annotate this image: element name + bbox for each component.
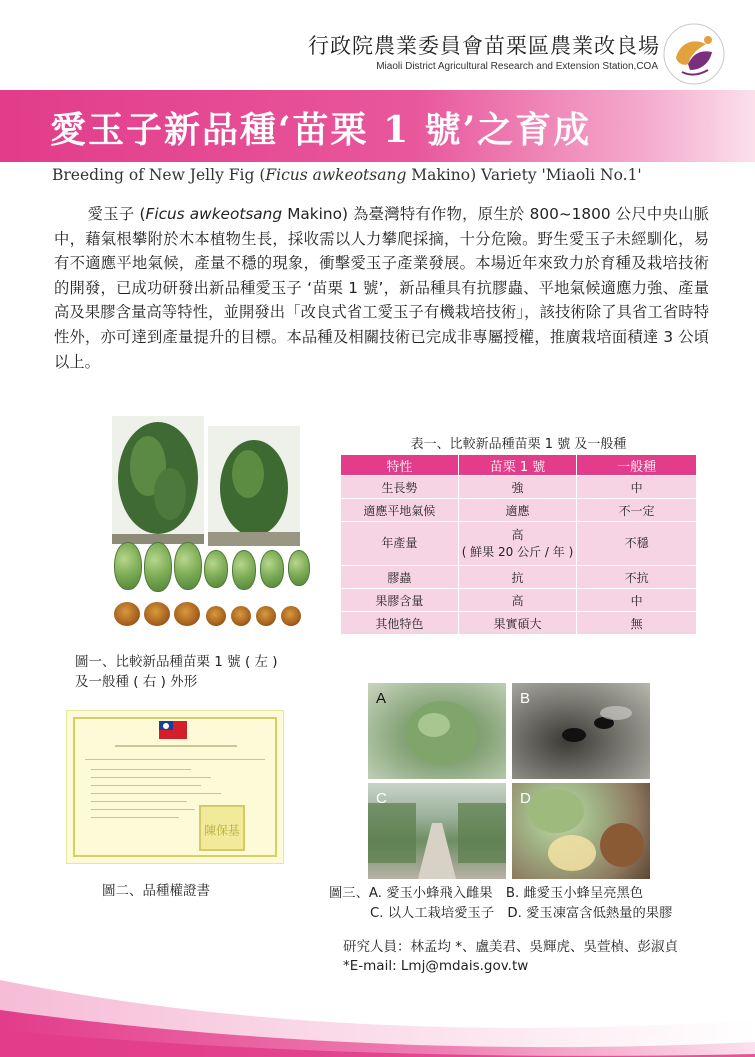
figure-3-caption-line-2: C. 以人工栽培愛玉子 D. 愛玉凍富含低熱量的果膠 xyxy=(370,906,673,921)
table-cell: 其他特色 xyxy=(341,612,459,635)
fruit-row-left xyxy=(114,542,202,592)
seed-pile xyxy=(144,602,170,626)
table-cell-yield xyxy=(458,522,577,566)
table-cell: 強 xyxy=(458,476,577,499)
certificate-text-line xyxy=(91,817,179,818)
figure-1-caption-line-1: 圖一、比較新品種苗栗 1 號 ( 左 ) xyxy=(75,654,278,670)
table-cell: 年產量 xyxy=(341,522,459,566)
decorative-footer-wave xyxy=(0,960,755,1057)
official-seal-icon xyxy=(199,805,245,851)
fig-fruit xyxy=(204,550,228,588)
fig-fruit xyxy=(288,550,310,586)
table-row xyxy=(341,499,697,522)
table-cell: 膠蟲 xyxy=(341,566,459,589)
table-row xyxy=(341,612,697,635)
photo-wasp-entering-fruit xyxy=(368,683,506,779)
table-cell: 不抗 xyxy=(577,566,697,589)
table-header-cell: 苗栗 1 號 xyxy=(458,455,577,476)
yield-value: 高 xyxy=(511,527,524,542)
figure-1-caption xyxy=(75,652,278,692)
researcher-email: *E-mail: Lmj@mdais.gov.tw xyxy=(343,958,529,974)
researchers-names: 研究人員：林孟均 *、盧美君、吳輝虎、吳萱楨、彭淑貞 xyxy=(343,939,679,955)
table-header-cell: 特性 xyxy=(341,455,459,476)
certificate-text-line xyxy=(85,759,265,760)
certificate-text-line xyxy=(91,777,211,778)
table-cell: 適應平地氣候 xyxy=(341,499,459,522)
fig-fruit xyxy=(114,542,142,590)
figure-2-caption: 圖二、品種權證書 xyxy=(102,883,210,899)
photo-jelly-product xyxy=(512,783,650,879)
seal-text: 陳保基 xyxy=(204,823,240,838)
fig-fruit xyxy=(232,550,256,590)
fig-fruit xyxy=(174,542,202,590)
seed-row-left xyxy=(114,602,200,626)
page-title: 愛玉子新品種‘苗栗 1 號’之育成 xyxy=(50,109,592,151)
leaf-logo-icon xyxy=(662,22,726,86)
seal-image xyxy=(201,807,243,849)
certificate-text-line xyxy=(91,793,221,794)
intro-text-b: Makino) 為臺灣特有作物，原生於 800~1800 公尺中央山脈中，藉氣根攀附於木本植物生長，採收需以人力攀爬採摘，十分危險。野生愛玉子未經馴化，易有不適應平地氣候，產量不穩的現象，衝擊愛玉子產業發展。本場近年來致力於育種及栽培技術的開發，已成功研發出新品種愛玉子 ‘苗栗 1 號’，新品種具有抗膠蟲、平地氣候適應力強、產量高及果膠含量高等特性，並開發出「改良式省工愛玉子有機栽培技術」，該技術除了具省工省時特性外，亦可達到產量提升的目標。本品種及相關技術已完成非專屬授權，推廣栽培面積達 3 公頃以上。 xyxy=(54,205,709,371)
organization-name-en: Miaoli District Agricultural Research and Extension Station,COA xyxy=(376,61,658,72)
seed-pile xyxy=(256,606,276,626)
intro-paragraph xyxy=(54,202,709,374)
figure-3-caption-line-1: 圖三、A. 愛玉小蜂飛入雌果 B. 雌愛玉小蜂呈亮黑色 xyxy=(329,886,644,901)
photo-label: D xyxy=(520,790,531,807)
table-row xyxy=(341,522,697,566)
table-cell: 抗 xyxy=(458,566,577,589)
intro-scientific-name: Ficus awkeotsang xyxy=(145,205,283,223)
subtitle-suffix: Makino) Variety 'Miaoli No.1' xyxy=(406,166,642,184)
certificate-text-line xyxy=(91,785,201,786)
table-cell: 適應 xyxy=(458,499,577,522)
intro-text-a: 愛玉子 ( xyxy=(87,205,146,223)
photo-label: A xyxy=(376,690,387,707)
fruit-row-right xyxy=(204,550,310,590)
figure-1-caption-line-2: 及一般種 ( 右 ) 外形 xyxy=(75,674,198,690)
seed-pile xyxy=(281,606,301,626)
fig-fruit xyxy=(260,550,284,588)
seed-row-right xyxy=(206,606,301,626)
table-row xyxy=(341,476,697,499)
fig-fruit xyxy=(144,542,172,592)
certificate-text-line xyxy=(115,745,237,747)
english-subtitle xyxy=(52,166,642,184)
figure-1-comparison-photo xyxy=(110,412,306,642)
comparison-table xyxy=(340,454,697,635)
variety-certificate-image xyxy=(66,710,284,864)
seed-pile xyxy=(206,606,226,626)
figure-3-caption xyxy=(329,884,672,924)
yield-note: ( 鮮果 20 公斤 / 年 ) xyxy=(461,544,574,559)
table-row xyxy=(341,589,697,612)
tree-photo-right xyxy=(208,426,300,546)
photo-cultivation-field xyxy=(368,783,506,879)
table-cell: 中 xyxy=(577,476,697,499)
certificate-text-line xyxy=(91,769,191,770)
table-header-cell: 一般種 xyxy=(577,455,697,476)
page-header xyxy=(0,0,755,90)
table-header-row xyxy=(341,455,697,476)
table-cell: 果實碩大 xyxy=(458,612,577,635)
table-cell: 果膠含量 xyxy=(341,589,459,612)
table-cell: 生長勢 xyxy=(341,476,459,499)
subtitle-scientific-name: Ficus awkeotsang xyxy=(265,166,407,184)
title-banner xyxy=(0,90,755,162)
table-cell: 中 xyxy=(577,589,697,612)
photo-label: B xyxy=(520,690,531,707)
seed-pile xyxy=(231,606,251,626)
table-cell: 不一定 xyxy=(577,499,697,522)
subtitle-prefix: Breeding of New Jelly Fig ( xyxy=(52,166,266,184)
tree-photo-left xyxy=(112,416,204,544)
photo-black-wasp xyxy=(512,683,650,779)
table-row xyxy=(341,566,697,589)
table-cell: 高 xyxy=(458,589,577,612)
photo-label: C xyxy=(376,790,387,807)
certificate-border xyxy=(73,717,277,857)
certificate-text-line xyxy=(91,801,187,802)
seed-pile xyxy=(174,602,200,626)
organization-name-zh: 行政院農業委員會苗栗區農業改良場 xyxy=(308,34,660,58)
table-cell: 無 xyxy=(577,612,697,635)
table-1-title: 表一、比較新品種苗栗 1 號 及一般種 xyxy=(410,437,627,452)
flag-icon xyxy=(159,721,187,739)
seed-pile xyxy=(114,602,140,626)
table-cell: 不穩 xyxy=(577,522,697,566)
certificate-text-line xyxy=(91,809,195,810)
